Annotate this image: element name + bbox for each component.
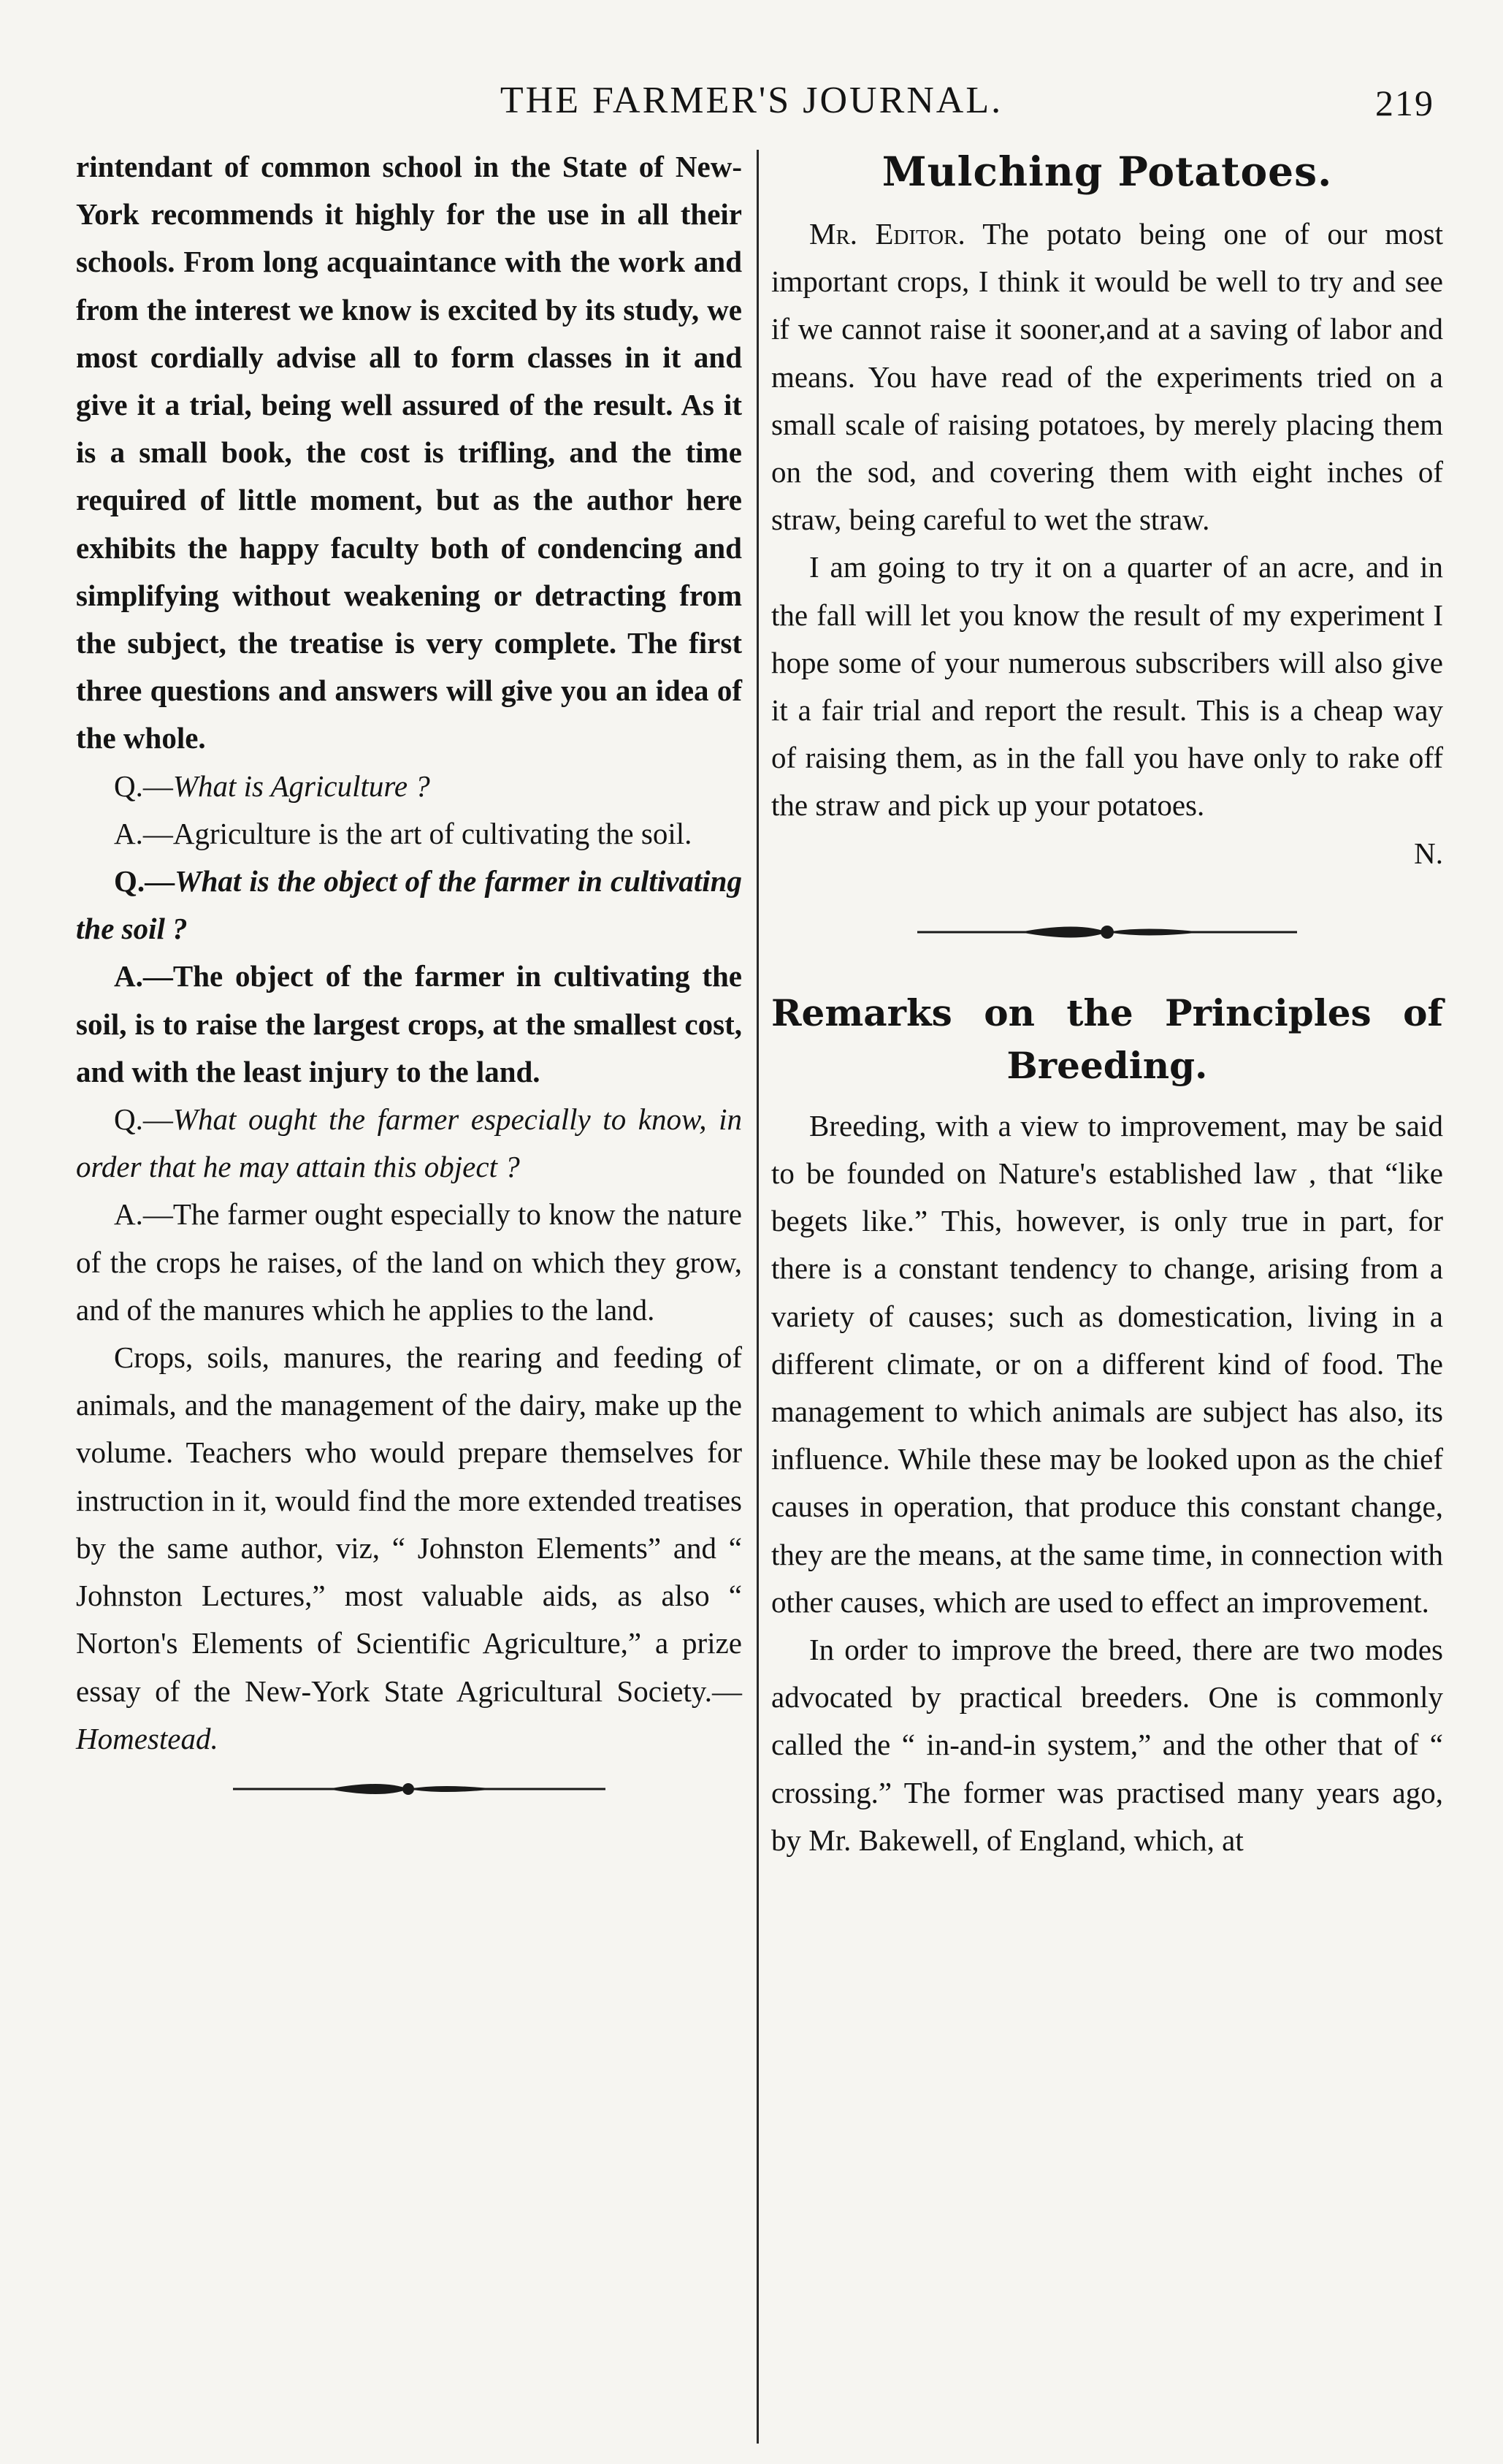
q-label: Q.— [114,1102,173,1137]
answer-3 [76,1191,742,1334]
answer-2 [76,953,742,1096]
intro-paragraph: rintendant of common school in the State of New-York recommends it highly for the use in all their schools. From long acquaintance with the work and from the interest we know is excited by its study, we most cordially advise all to form classes in it and give it a trial, being well assured of the result. As it is a small book, the cost is trifling, and the time required of little moment, but as the author here exhibits the happy faculty both of condencing and simplifying without weakening or detracting from the subject, the treatise is very complete. The first three questions and answers will give you an idea of the whole. [76,150,742,755]
breeding-paragraph-1: Breeding, with a view to improvement, may be said to be founded on Nature's established law , that “like begets like.” This, however, is only true in part, for there is a constant tendency to change, arising from a variety of causes; such as domestication, living in a different climate, or on a different kind of food. The management to which animals are subject has also, its influence. While these may be looked upon as the chief causes in operation, that produce this constant change, they are the means, at the same time, in connection with other causes, which are used to effect an improvement. [771,1108,1443,1619]
section-divider [771,877,1443,987]
answer-text: The object of the farmer in cultivating the soil, is to raise the largest crops, at the smallest cost, and with the least injury to the land. [76,959,742,1088]
article-title-breeding [771,987,1443,1092]
author-signature: N. [1414,836,1443,870]
divider-ornament-icon [771,877,1443,987]
running-head: THE FARMER'S JOURNAL. [500,80,1003,121]
a-label: A.— [114,959,173,993]
title-line-2: Breeding. [1006,1043,1208,1087]
closing-source: Homestead. [76,1721,218,1755]
breeding-paragraph-2: In order to improve the breed, there are two modes advocated by practical breeders. One is commonly called the “ in-and-in system,” and the other that of “ crossing.” The former was practised many years ago, by Mr. Bakewell, of England, which, at [771,1633,1443,1857]
question-text: What is the object of the farmer in cultivating the soil ? [76,864,742,946]
answer-text: Agriculture is the art of cultivating the soil. [172,816,692,850]
question-text: What is Agriculture ? [172,768,430,803]
article-title-mulching: Mulching Potatoes. [881,148,1333,195]
mulching-paragraph-1 [771,210,1443,543]
section-divider [76,1763,742,1814]
q-label: Q.— [114,768,173,803]
left-column [76,143,742,1814]
answer-1 [76,810,742,858]
question-2 [76,858,742,953]
question-1 [76,763,742,810]
question-text: What ought the farmer especially to know, in order that he may attain this object ? [76,1102,742,1184]
question-3 [76,1096,742,1191]
column-rule [757,150,759,2444]
a-label: A.— [114,816,173,850]
divider-ornament-icon [76,1763,742,1814]
q-label: Q.— [114,864,175,899]
a-label: A.— [114,1197,173,1232]
right-column [771,143,1443,1864]
paragraph-text: The potato being one of our most important crops, I think it would be well to try and see if we cannot raise it sooner,and at a saving of labor and means. You have read of the experiments tried on a small scale of raising potatoes, by merely placing them on the sod, and covering them with eight inches of straw, being careful to wet the straw. [771,217,1443,537]
closing-text: Crops, soils, manures, the rearing and feeding of animals, and the management of the dairy, make up the volume. Teachers who would prepare themselves for instruction in it, would find the more extended treatises by the same author, viz, “ Johnston Elements” and “ Johnston Lectures,” most valuable aids, as also “ Norton's Elements of Scientific Agriculture,” a prize essay of the New-York State Agricultural Society.— [76,1340,742,1708]
page-number: 219 [1375,83,1434,123]
salutation: Mr. Editor. [809,217,965,251]
mulching-paragraph-2: I am going to try it on a quarter of an acre, and in the fall will let you know the result of my experiment I hope some of your numerous subscribers will also give it a fair trial and report the result. This is a cheap way of raising them, as in the fall you have only to rake off the straw and pick up your potatoes. [771,550,1443,823]
title-line-1: Remarks on the Principles of [771,991,1443,1034]
closing-paragraph [76,1334,742,1763]
answer-text: The farmer ought especially to know the nature of the crops he raises, of the land on which they grow, and of the manures which he applies to the land. [76,1197,742,1327]
